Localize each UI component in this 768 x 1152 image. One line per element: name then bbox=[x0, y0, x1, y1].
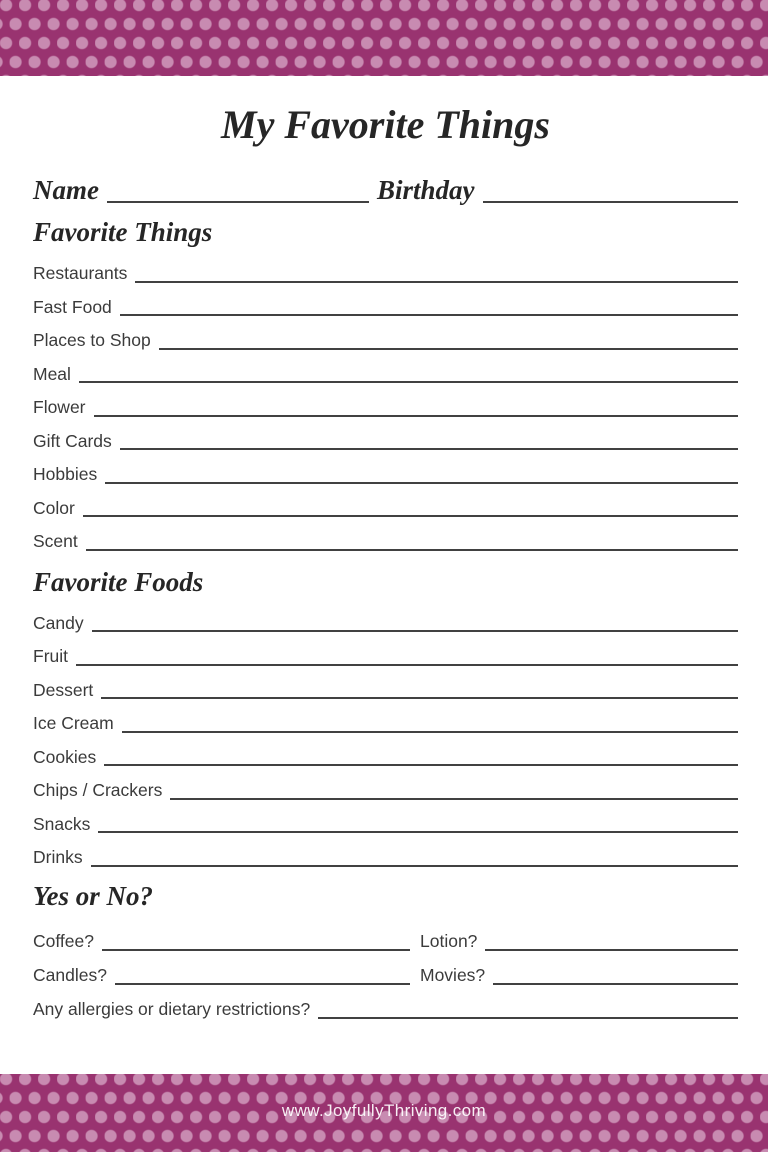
website-url: www.JoyfullyThriving.com bbox=[281, 1101, 487, 1120]
fill-in-line[interactable] bbox=[98, 831, 738, 833]
form-field-row bbox=[33, 317, 738, 351]
fill-in-line[interactable] bbox=[94, 415, 738, 417]
form-field-row bbox=[33, 700, 738, 734]
birthday-fill-line[interactable] bbox=[483, 201, 738, 203]
field-label: Meal bbox=[33, 363, 71, 384]
candles-fill-line[interactable] bbox=[115, 983, 410, 985]
form-field-row bbox=[33, 418, 738, 452]
form-field-row bbox=[33, 250, 738, 284]
allergies-label: Any allergies or dietary restrictions? bbox=[33, 999, 311, 1020]
top-polka-dot-border bbox=[0, 0, 768, 76]
field-label: Drinks bbox=[33, 847, 83, 868]
field-label: Restaurants bbox=[33, 263, 128, 284]
candles-field bbox=[33, 952, 410, 986]
fill-in-line[interactable] bbox=[79, 381, 738, 383]
form-field-row bbox=[33, 600, 738, 634]
fill-in-line[interactable] bbox=[91, 865, 738, 867]
form-field-row bbox=[33, 834, 738, 868]
field-label: Dessert bbox=[33, 679, 94, 700]
name-birthday-row bbox=[33, 164, 738, 204]
form-field-row bbox=[33, 384, 738, 418]
form-field-row bbox=[33, 767, 738, 801]
name-label: Name bbox=[33, 175, 99, 205]
page-title: My Favorite Things bbox=[221, 102, 550, 147]
field-label: Fast Food bbox=[33, 296, 112, 317]
coffee-fill-line[interactable] bbox=[102, 949, 410, 951]
field-label: Chips / Crackers bbox=[33, 780, 163, 801]
form-field-row bbox=[33, 284, 738, 318]
field-label: Snacks bbox=[33, 813, 91, 834]
fill-in-line[interactable] bbox=[170, 798, 738, 800]
fill-in-line[interactable] bbox=[86, 549, 738, 551]
lotion-label: Lotion? bbox=[420, 931, 478, 952]
field-label: Fruit bbox=[33, 646, 68, 667]
field-label: Flower bbox=[33, 397, 86, 418]
fill-in-line[interactable] bbox=[135, 281, 738, 283]
form-field-row bbox=[33, 667, 738, 701]
favorite-things-list bbox=[33, 250, 738, 552]
fill-in-line[interactable] bbox=[83, 515, 738, 517]
name-fill-line[interactable] bbox=[107, 201, 369, 203]
worksheet-content bbox=[33, 76, 738, 1020]
fill-in-line[interactable] bbox=[101, 697, 738, 699]
bottom-polka-dot-border bbox=[0, 1074, 768, 1152]
field-label: Scent bbox=[33, 531, 78, 552]
fill-in-line[interactable] bbox=[120, 314, 738, 316]
fill-in-line[interactable] bbox=[104, 764, 738, 766]
coffee-field bbox=[33, 918, 410, 952]
fill-in-line[interactable] bbox=[159, 348, 738, 350]
yes-or-no-questions bbox=[33, 918, 738, 1020]
birthday-field bbox=[377, 164, 738, 204]
candles-label: Candles? bbox=[33, 965, 107, 986]
coffee-label: Coffee? bbox=[33, 931, 94, 952]
field-label: Places to Shop bbox=[33, 330, 151, 351]
field-label: Candy bbox=[33, 612, 84, 633]
fill-in-line[interactable] bbox=[105, 482, 738, 484]
form-field-row bbox=[33, 518, 738, 552]
birthday-label: Birthday bbox=[377, 175, 475, 205]
allergies-fill-line[interactable] bbox=[318, 1017, 738, 1019]
section-heading-favorite-foods: Favorite Foods bbox=[33, 566, 204, 597]
form-field-row bbox=[33, 633, 738, 667]
form-field-row bbox=[33, 351, 738, 385]
fill-in-line[interactable] bbox=[76, 664, 738, 666]
fill-in-line[interactable] bbox=[120, 448, 738, 450]
form-field-row bbox=[33, 801, 738, 835]
field-label: Cookies bbox=[33, 746, 97, 767]
name-field bbox=[33, 164, 369, 204]
allergies-field bbox=[33, 986, 738, 1020]
movies-fill-line[interactable] bbox=[493, 983, 738, 985]
field-label: Gift Cards bbox=[33, 430, 112, 451]
fill-in-line[interactable] bbox=[122, 731, 738, 733]
form-field-row bbox=[33, 451, 738, 485]
fill-in-line[interactable] bbox=[92, 630, 738, 632]
question-row-coffee-lotion bbox=[33, 918, 738, 952]
field-label: Ice Cream bbox=[33, 713, 114, 734]
field-label: Hobbies bbox=[33, 464, 98, 485]
section-heading-favorite-things: Favorite Things bbox=[33, 217, 213, 247]
movies-label: Movies? bbox=[420, 965, 486, 986]
lotion-field bbox=[420, 918, 738, 952]
section-heading-yes-or-no: Yes or No? bbox=[33, 880, 153, 911]
form-field-row bbox=[33, 485, 738, 519]
movies-field bbox=[420, 952, 738, 986]
field-label: Color bbox=[33, 497, 75, 518]
favorite-foods-list bbox=[33, 600, 738, 868]
form-field-row bbox=[33, 734, 738, 768]
question-row-candles-movies bbox=[33, 952, 738, 986]
lotion-fill-line[interactable] bbox=[485, 949, 738, 951]
